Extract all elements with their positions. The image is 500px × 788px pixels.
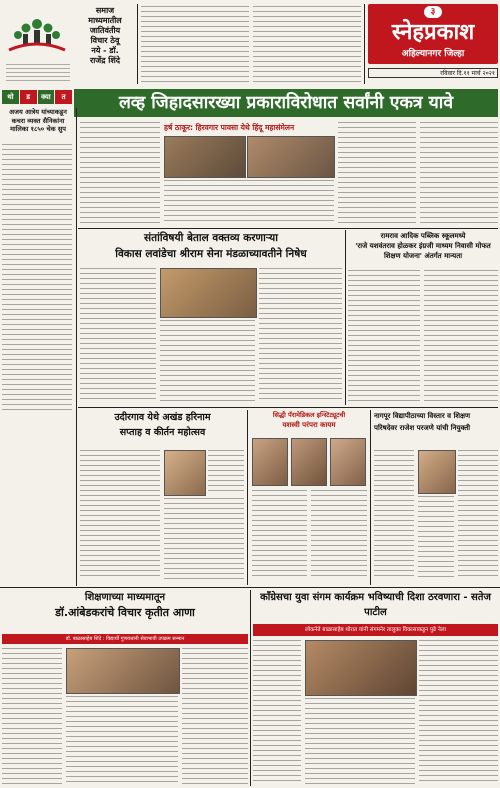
- story-subhead-bar: [2, 634, 248, 644]
- story-headline: काँग्रेसचा युवा संगम कार्यक्रम भविष्याची दिशा ठरवणारा - सतेज पाटील: [260, 592, 491, 618]
- story-photo-protest: [160, 268, 257, 318]
- story-congress-headline: [253, 590, 498, 622]
- section-tag: [2, 90, 72, 104]
- story-headline-bottom: विकास लवांडेचा श्रीराम सेना मंडळाच्यावतीने निषेध: [115, 248, 307, 260]
- story-photo-portrait: [164, 450, 206, 496]
- story-headline-bottom: 'राजे यशवंतराव होळकर इंग्रजी माध्यम निवासी मोफत शिक्षण योजना' अंतर्गत मान्यता: [355, 242, 491, 260]
- story-body-text: [311, 490, 367, 580]
- logo-caption: [6, 64, 70, 82]
- story-body-text: [160, 320, 255, 403]
- slogan-line: विचार ठेवू: [90, 36, 120, 45]
- slogan-line: जातिवंतीय: [89, 26, 121, 35]
- column-rule: [76, 108, 77, 586]
- story-school-headline: [348, 231, 498, 267]
- story-body-text: [374, 450, 414, 580]
- section-divider: [78, 228, 498, 229]
- story-body-text: [164, 498, 244, 580]
- story-photo-portrait: [418, 450, 456, 494]
- story-body-text: [418, 496, 454, 580]
- story-headline-bottom: डॉ.आंबेडकरांचे विचार कृतीत आणा: [55, 606, 195, 619]
- story-subhead-bar: [253, 624, 498, 636]
- column-rule: [247, 410, 248, 585]
- story-headline-bottom: सप्ताह व कीर्तन महोत्सव: [119, 427, 206, 438]
- story-headline-top: रामराव आदिक पब्लिक स्कूलमध्ये: [380, 232, 466, 240]
- section-tag-letter: थो: [2, 90, 19, 104]
- story-body-text: [259, 268, 342, 403]
- column-rule: [137, 4, 138, 84]
- slogan-block: [75, 6, 135, 66]
- story-photo-award: [66, 648, 180, 694]
- masthead-article-text: [141, 6, 249, 84]
- organization-logo: [3, 4, 71, 62]
- story-headline-top: सिद्धी पॅरामेडिकल इन्स्टिट्यूटची: [272, 411, 346, 419]
- story-body-text: [252, 490, 307, 580]
- edition-label: अहिल्यानगर जिल्हा: [401, 49, 465, 59]
- masthead: [0, 0, 500, 88]
- sidebar-headline: अजय आत्रेय यांच्याकडून कचरा व्यक्त सैनिकांना मालिका १८५० चेक सुप: [9, 108, 67, 133]
- paper-name: स्नेहप्रकाश: [391, 20, 475, 45]
- sidebar-story: [2, 108, 74, 418]
- lead-body-text: [80, 122, 160, 224]
- story-subhead: डॉ. बाळासाहेब शिंदे : विद्यार्थी गुणवत्तांनी सेवाभावी उपक्रम सन्मान: [65, 636, 185, 642]
- story-body-text: [424, 270, 498, 405]
- story-body-text: [80, 268, 156, 403]
- lead-headline: लव्ह जिहादसारख्या प्रकाराविरोधात सर्वांनी एकत्र यावे: [118, 93, 454, 113]
- slogan-line: राजेंद्र शिंदे: [89, 56, 121, 65]
- story-headline-bottom: परिषदेवर राजेश परजणे यांची नियुक्ती: [374, 424, 471, 432]
- story-body-text: [182, 648, 248, 784]
- nameplate: [368, 4, 498, 64]
- story-headline-bottom: यशस्वी परंपरा कायम: [282, 421, 336, 429]
- story-body-text: [419, 640, 498, 784]
- lead-kicker: [164, 122, 334, 134]
- student-photo: [291, 438, 327, 486]
- column-rule: [250, 590, 251, 786]
- story-body-text: [2, 648, 62, 784]
- lead-body-text: [420, 122, 498, 224]
- story-body-text: [458, 450, 498, 580]
- story-nagpur-headline: [374, 410, 498, 448]
- story-headline-top: उदीरगाव येथे अखंड हरिनाम: [114, 412, 211, 423]
- column-rule: [345, 230, 346, 405]
- story-vikas-headline: [80, 231, 342, 265]
- student-photo-grid: [252, 438, 366, 486]
- story-headline-top: नागपूर विद्यापीठाच्या विस्तार व शिक्षण: [374, 412, 471, 420]
- lead-headline-banner: [74, 89, 498, 117]
- story-subhead: लोकनेते बाळासाहेब थोरात यांनी संगमनेर तालुका विकासाकडून पुढे नेला: [304, 627, 447, 633]
- lead-body-text: [338, 122, 416, 224]
- story-ambedkar-headline: [2, 590, 248, 634]
- story-body-text: [253, 640, 301, 784]
- slogan-line: समाज: [95, 6, 115, 15]
- column-rule: [364, 4, 365, 84]
- story-body-text: [208, 450, 244, 494]
- story-headline-top: शिक्षणाच्या माध्यमातून: [84, 592, 166, 603]
- story-photo-rally: [305, 640, 417, 696]
- masthead-article-text: [253, 6, 361, 84]
- story-udirgaon-headline: [80, 410, 245, 446]
- story-siddhi-headline: [250, 410, 368, 436]
- lead-photo-stage: [164, 136, 246, 178]
- date-line: रविवार दि.११ मार्च २०२१: [368, 68, 498, 78]
- story-headline-top: संतांविषयी बेताल वक्तव्य करणाऱ्या: [144, 232, 278, 244]
- lead-body-text: [164, 180, 334, 224]
- page-number-badge: ३: [424, 6, 442, 18]
- slogan-line: माध्यमातील: [88, 16, 122, 25]
- story-body-text: [80, 450, 160, 580]
- slogan-line: नये - डॉ.: [91, 46, 119, 55]
- sidebar-body-text: [2, 144, 72, 414]
- section-divider: [0, 587, 500, 588]
- student-photo: [330, 438, 366, 486]
- story-body-text: [66, 696, 178, 784]
- story-body-text: [305, 698, 415, 784]
- section-tag-letter: त: [55, 90, 72, 104]
- lead-photo-crowd: [247, 136, 335, 178]
- column-rule: [370, 410, 371, 585]
- lead-kicker-text: हर्ष ठाकूर: हिरवगार पावसा येथे हिंदू महासंमेलन: [164, 123, 295, 132]
- student-photo: [252, 438, 288, 486]
- section-tag-letter: ड: [20, 90, 37, 104]
- section-tag-letter: क्या: [38, 90, 55, 104]
- story-body-text: [348, 270, 420, 405]
- section-divider: [78, 407, 498, 408]
